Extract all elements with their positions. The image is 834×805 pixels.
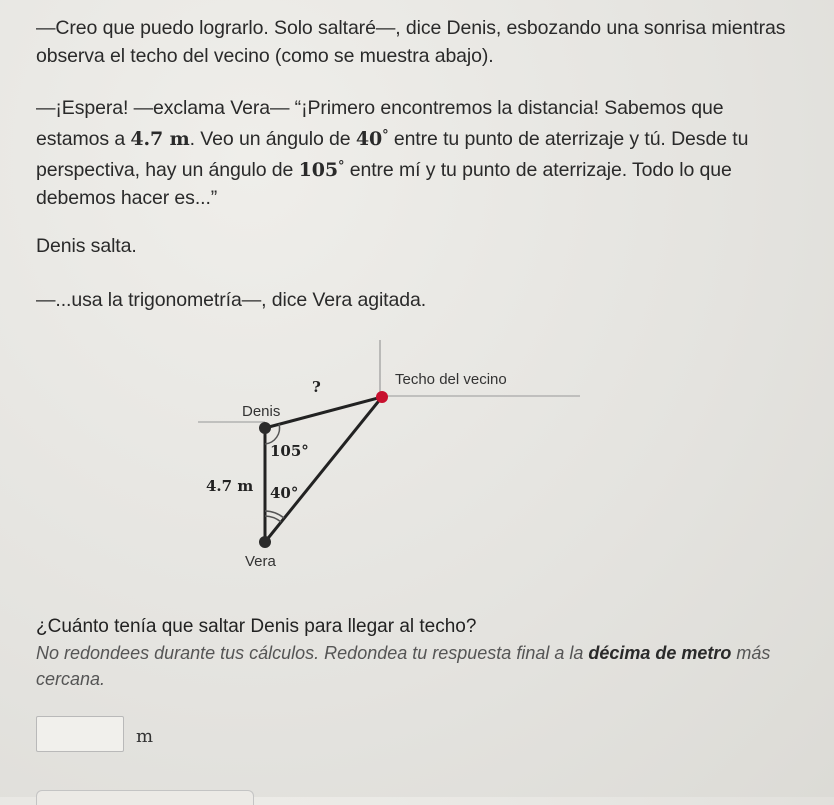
answer-unit: m <box>136 726 154 747</box>
story-paragraph-2 <box>36 94 796 212</box>
degree-symbol: ° <box>382 128 389 143</box>
angle-vera-label: 40° <box>270 484 299 502</box>
angle-vera-value: 40 <box>355 128 383 150</box>
story-p2-text-d: entre mí y tu punto de aterrizaje. Todo lo que debemos hacer es...” <box>36 159 732 209</box>
story-paragraph-3: Denis salta. <box>36 235 137 257</box>
distance-value: 4.7 m <box>130 128 190 150</box>
degree-symbol: ° <box>337 159 345 174</box>
story-paragraph-1: —Creo que puedo lograrlo. Solo saltaré—, dice Denis, esbozando una sonrisa mientras observa el techo del vecino (como se muestra abajo). <box>36 17 786 67</box>
vera-label: Vera <box>245 553 276 570</box>
side-vera-roof <box>265 397 382 542</box>
triangle-diagram <box>190 330 590 580</box>
instruction-bold: décima de metro <box>588 643 732 663</box>
denis-label: Denis <box>242 403 281 420</box>
answer-input[interactable] <box>36 716 124 752</box>
roof-label: Techo del vecino <box>395 371 507 388</box>
question-prompt: ¿Cuánto tenía que saltar Denis para llegar al techo? <box>36 616 477 637</box>
story-p2-text-a: —¡Espera! —exclama Vera— “¡Primero encontremos la distancia! Sabemos que estamos a <box>36 97 724 150</box>
story-p2-text-c: entre tu punto de aterrizaje y tú. Desde tu perspectiva, hay un ángulo de <box>36 128 749 181</box>
distance-label: 4.7 m <box>206 477 254 495</box>
check-answer-button[interactable] <box>36 790 254 805</box>
denis-point <box>259 422 271 434</box>
angle-denis-value: 105 <box>298 159 338 181</box>
vera-point <box>259 536 271 548</box>
unknown-distance-label: ? <box>312 378 321 396</box>
story-p2-text-b: . Veo un ángulo de <box>189 128 356 150</box>
story-paragraph-4: —...usa la trigonometría—, dice Vera agitada. <box>36 289 427 311</box>
instruction-text-b: más cercana. <box>36 643 771 689</box>
side-denis-roof <box>265 397 382 428</box>
roof-point <box>376 391 388 403</box>
instruction-text-a: No redondees durante tus cálculos. Redondea tu respuesta final a la <box>36 643 589 663</box>
question-instruction <box>36 640 806 692</box>
angle-arc-vera <box>265 516 281 522</box>
angle-denis-label: 105° <box>270 442 309 460</box>
